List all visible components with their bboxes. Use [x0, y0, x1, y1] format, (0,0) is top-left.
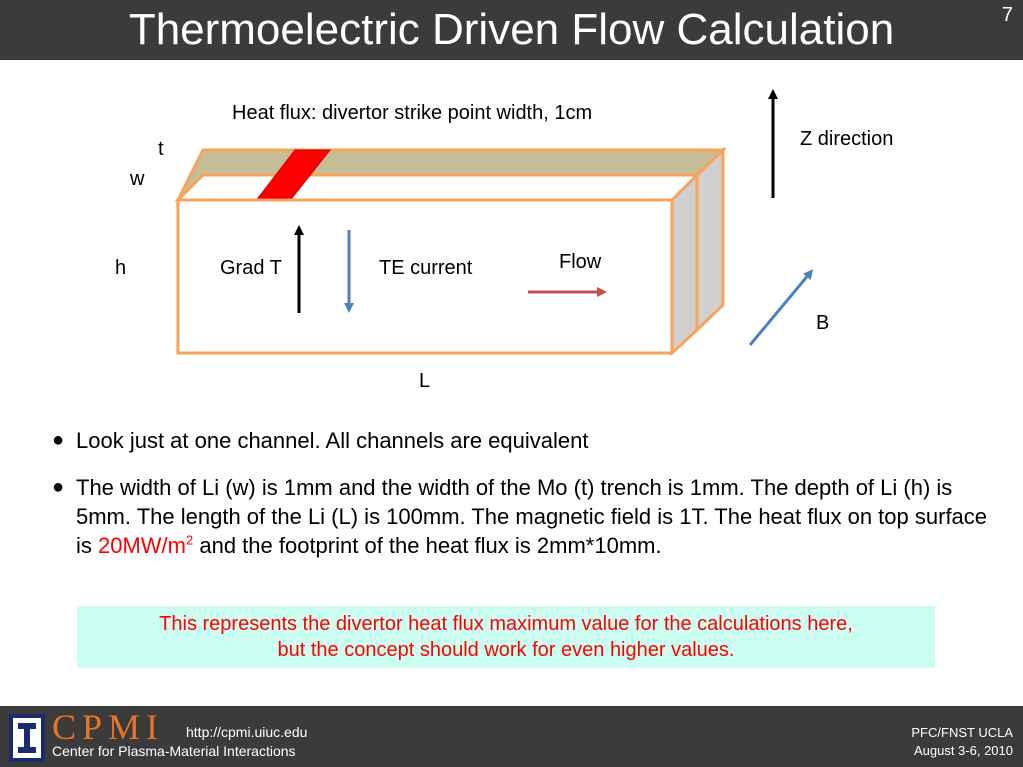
- bullet-text: [76, 473, 997, 560]
- bullet-dot: ●: [52, 429, 65, 451]
- h-label: h: [115, 257, 127, 279]
- bullet-text: Look just at one channel. All channels are equivalent: [76, 428, 589, 453]
- channel-diagram: [0, 60, 1023, 420]
- footer-event: [911, 724, 1013, 760]
- illinois-logo-icon: [10, 715, 44, 761]
- slide-title: Thermoelectric Driven Flow Calculation: [128, 5, 895, 54]
- bullet-text-part: The width of Li (w) is 1mm and the width of the Mo (t) trench is 1mm. The depth of Li (h) is 5mm. The length of the Li (L) is 100mm. The magnetic field is 1T. The heat flux on top surface is: [76, 475, 988, 558]
- side-wall-outer: [697, 150, 723, 330]
- cpmi-logo-text: CPMI: [52, 707, 165, 747]
- note-box: [77, 606, 935, 668]
- heat-flux-value: 20MW/m: [98, 533, 186, 558]
- note-line-1: This represents the divertor heat flux maximum value for the calculations here,: [159, 613, 853, 635]
- heat-flux-label: Heat flux: divertor strike point width, 1cm: [232, 102, 593, 124]
- bullet-list: [52, 426, 997, 578]
- footer-url[interactable]: http://cpmi.uiuc.edu: [186, 724, 308, 740]
- top-face: [178, 175, 697, 200]
- bullet-dot: ●: [52, 476, 65, 498]
- illinois-logo: [9, 714, 45, 762]
- t-label: t: [158, 138, 164, 160]
- b-label: B: [816, 312, 830, 334]
- bullet-text-part: and the footprint of the heat flux is 2mm*10mm.: [193, 533, 662, 558]
- flow-label: Flow: [559, 251, 602, 273]
- heat-flux-unit-exponent: 2: [186, 532, 194, 548]
- b-field-arrow: [750, 273, 810, 345]
- footer-bar: [0, 706, 1023, 767]
- grad-t-label: Grad T: [220, 257, 282, 279]
- conference-name: PFC/FNST UCLA: [911, 725, 1013, 740]
- l-label: L: [419, 370, 431, 392]
- side-face: [672, 175, 697, 353]
- page-number: 7: [1001, 4, 1013, 26]
- te-current-label: TE current: [379, 257, 473, 279]
- center-name: Center for Plasma-Material Interactions: [52, 743, 296, 759]
- conference-date: August 3-6, 2010: [913, 743, 1013, 758]
- bullet-item: [52, 473, 997, 560]
- title-bar: [0, 0, 1023, 60]
- bullet-item: [52, 426, 997, 455]
- z-direction-label: Z direction: [800, 128, 894, 150]
- note-line-2: but the concept should work for even higher values.: [277, 639, 735, 661]
- w-label: w: [130, 168, 145, 190]
